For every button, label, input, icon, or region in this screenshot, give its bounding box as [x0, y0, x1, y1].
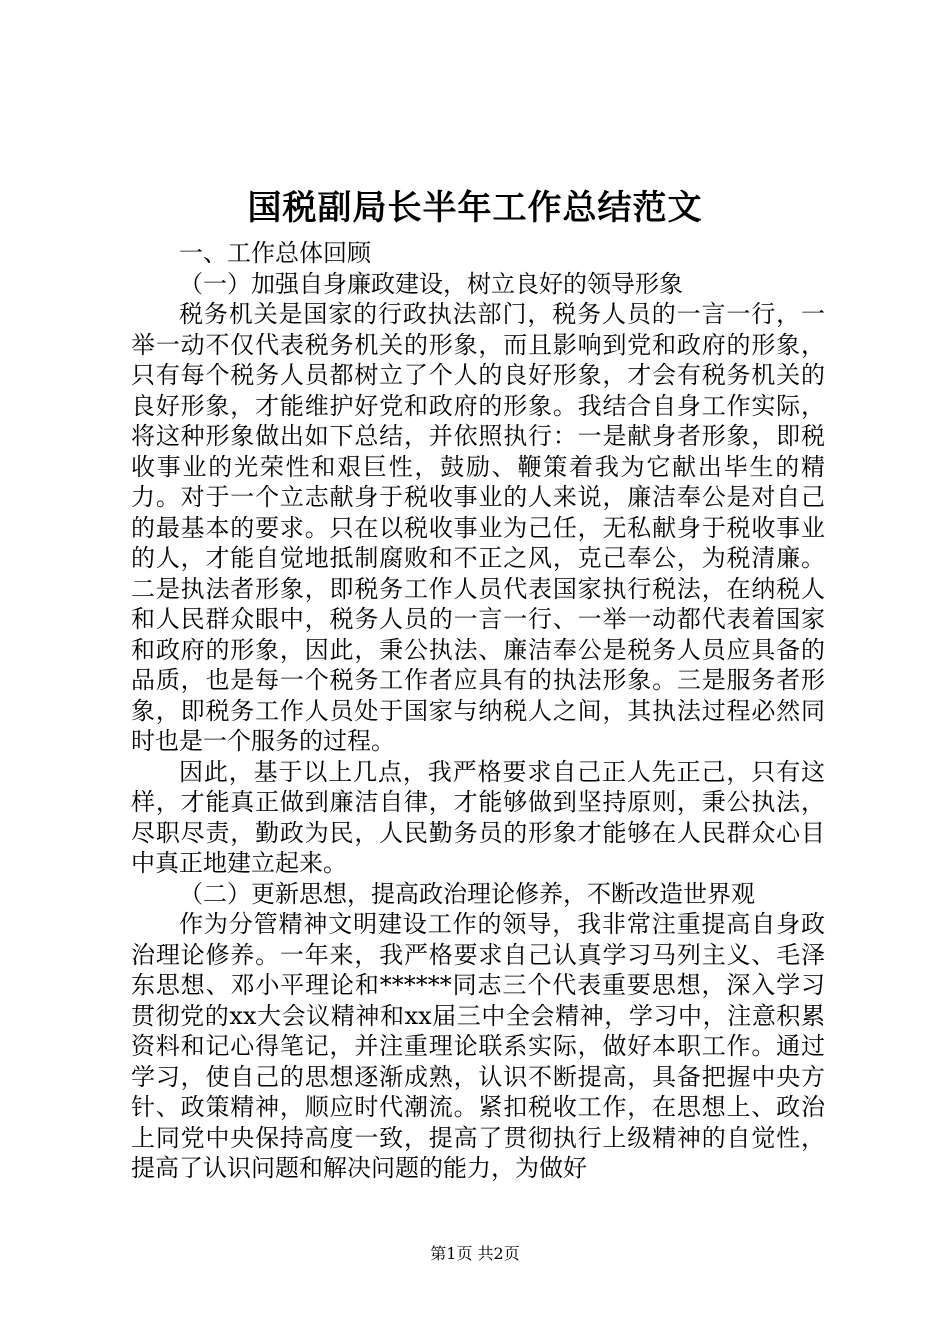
- subsection-heading: （一）加强自身廉政建设，树立良好的领导形象: [179, 269, 683, 298]
- body-paragraph: 因此，基于以上几点，我严格要求自己正人先正己，只有这样，才能真正做到廉洁自律，才能够做到坚持原则，秉公执法，尽职尽责，勤政为民，人民勤务员的形象才能够在人民群众心目中真正地建立起来。: [131, 757, 825, 877]
- document-body: [131, 238, 825, 1184]
- section-heading: 一、工作总体回顾: [179, 239, 371, 267]
- page-number-footer: 第1页 共2页: [430, 1244, 520, 1263]
- body-paragraph: 作为分管精神文明建设工作的领导，我非常注重提高自身政治理论修养。一年来，我严格要求自己认真学习马列主义、毛泽东思想、邓小平理论和******同志三个代表重要思想，深入学习贯彻党的xx大会议精神和xx届三中全会精神，学习中，注意积累资料和记心得笔记，并注重理论联系实际，做好本职工作。通过学习，使自己的思想逐渐成熟，认识不断提高，具备把握中央方针、政策精神，顺应时代潮流。紧扣税收工作，在思想上、政治上同党中央保持高度一致，提高了贯彻执行上级精神的自觉性，提高了认识问题和解决问题的能力，为做好: [131, 910, 825, 1182]
- body-paragraph: 税务机关是国家的行政执法部门，税务人员的一言一行，一举一动不仅代表税务机关的形象，而且影响到党和政府的形象，只有每个税务人员都树立了个人的良好形象，才会有税务机关的良好形象，才能维护好党和政府的形象。我结合自身工作实际，将这种形象做出如下总结，并依照执行：一是献身者形象，即税收事业的光荣性和艰巨性，鼓励、鞭策着我为它献出毕生的精力。对于一个立志献身于税收事业的人来说，廉洁奉公是对自己的最基本的要求。只在以税收事业为己任，无私献身于税收事业的人，才能自觉地抵制腐败和不正之风，克己奉公，为税清廉。二是执法者形象，即税务工作人员代表国家执行税法，在纳税人和人民群众眼中，税务人员的一言一行、一举一动都代表着国家和政府的形象，因此，秉公执法、廉洁奉公是税务人员应具备的品质，也是每一个税务工作者应具有的执法形象。三是服务者形象，即税务工作人员处于国家与纳税人之间，其执法过程必然同时也是一个服务的过程。: [131, 300, 825, 755]
- subsection-heading: （二）更新思想，提高政治理论修养，不断改造世界观: [179, 879, 755, 908]
- page-title: 国税副局长半年工作总结范文: [247, 188, 703, 228]
